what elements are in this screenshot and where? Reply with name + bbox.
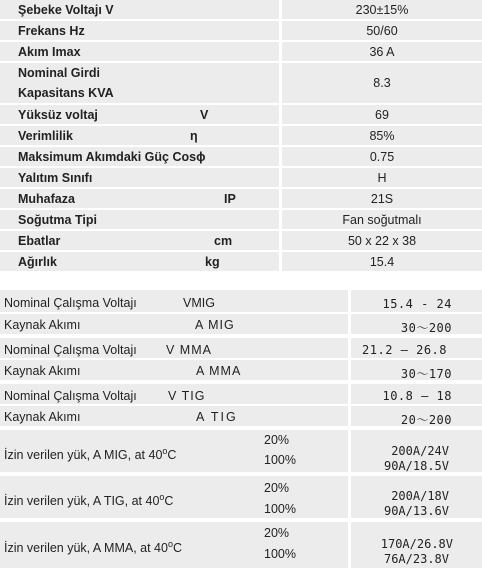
load-value-cell [348, 476, 482, 518]
spec-row [0, 168, 482, 189]
spec-label-text: Muhafaza [18, 191, 75, 206]
load-label-suffix: C [172, 541, 183, 556]
load-label-text: İzin verilen yük, A MMA, at 40 [4, 541, 168, 556]
spec-row [0, 126, 482, 147]
load-pct-20: 20% [264, 481, 290, 495]
spec-label-line1: Nominal Girdi [18, 66, 100, 80]
load-label [4, 492, 173, 508]
spec-value: Fan soğutmalı [282, 210, 482, 229]
weld-row [0, 314, 482, 338]
load-label [4, 446, 176, 462]
weld-value-cell [348, 360, 482, 380]
load-value-100: 76A/23.8V [383, 552, 449, 566]
spec-value: H [282, 168, 482, 187]
weld-value: 15.4 - 24 [382, 297, 452, 311]
spec-label-text: Ebatlar [18, 233, 61, 248]
load-value-100: 90A/13.6V [383, 504, 449, 518]
spec-value: 15.4 [282, 252, 482, 271]
weld-value: 30～170 [400, 367, 452, 381]
spec-label-text: Yüksüz voltaj [18, 107, 98, 122]
weld-value-cell [348, 314, 482, 334]
weld-unit: V MMA [166, 343, 212, 357]
spec-label: Yalıtım Sınıfı [0, 168, 282, 187]
degree-sup: o [167, 539, 173, 549]
load-label-suffix: C [164, 494, 174, 509]
load-value-cell [348, 430, 482, 472]
welding-table [0, 290, 482, 570]
weld-row [0, 338, 482, 360]
weld-row [0, 406, 482, 430]
spec-label [0, 189, 282, 208]
spec-value: 85% [282, 126, 482, 145]
spec-row [0, 42, 482, 63]
weld-value-cell [348, 406, 482, 426]
spec-value: 69 [282, 105, 482, 124]
spec-label [0, 63, 282, 103]
spec-unit: V [200, 108, 209, 122]
spec-unit: kg [205, 255, 220, 269]
spec-label [0, 252, 282, 271]
spec-row [0, 210, 482, 231]
weld-value: 21.2 – 26.8 [362, 343, 447, 357]
weld-unit: VMIG [183, 296, 215, 310]
spec-label-text: Ağırlık [18, 254, 57, 269]
spec-table [0, 0, 482, 273]
load-label-text: İzin verilen yük, A MIG, at 40 [4, 448, 163, 463]
spec-label: Akım Imax [0, 42, 282, 61]
spec-value: 50 x 22 x 38 [282, 231, 482, 250]
spec-row [0, 231, 482, 252]
weld-label: Kaynak Akımı [4, 318, 81, 332]
weld-row [0, 360, 482, 384]
spec-label-text: Verimlilik [18, 128, 73, 143]
load-value-cell [348, 522, 482, 568]
spec-row [0, 189, 482, 210]
weld-value: 30～200 [400, 321, 452, 335]
spec-unit: cm [214, 234, 233, 248]
load-pct-20: 20% [264, 526, 290, 540]
weld-label: Nominal Çalışma Voltajı [4, 343, 137, 357]
spec-label [0, 105, 282, 124]
weld-value: 10.8 – 18 [382, 389, 452, 403]
degree-sup: o [159, 492, 165, 502]
load-row [0, 476, 482, 522]
spec-label [0, 126, 282, 145]
spec-label: Maksimum Akımdaki Güç Cosϕ [0, 147, 282, 166]
weld-unit: V TIG [168, 389, 206, 403]
spec-row [0, 252, 482, 273]
spec-label: Şebeke Voltajı V [0, 0, 282, 19]
spec-value: 36 A [282, 42, 482, 61]
spec-value: 0.75 [282, 147, 482, 166]
weld-unit: A MIG [195, 318, 235, 332]
load-pct-100: 100% [264, 547, 296, 561]
spec-label: Soğutma Tipi [0, 210, 282, 229]
load-label [4, 539, 182, 555]
load-value-20: 200A/24V [391, 444, 449, 458]
weld-value: 20～200 [400, 413, 452, 427]
weld-unit: A MMA [196, 364, 242, 378]
load-value-20: 170A/26.8V [380, 537, 453, 551]
load-pct-100: 100% [264, 453, 296, 467]
load-row [0, 430, 482, 476]
load-label-text: İzin verilen yük, A TIG, at 40 [4, 494, 160, 509]
spec-value: 50/60 [282, 21, 482, 40]
spec-value: 230±15% [282, 0, 482, 19]
load-label-suffix: C [167, 448, 177, 463]
spec-label-line2: Kapasitans KVA [18, 86, 114, 100]
weld-unit: A TIG [196, 410, 238, 424]
spec-row [0, 63, 482, 105]
spec-value: 21S [282, 189, 482, 208]
spec-label: Frekans Hz [0, 21, 282, 40]
spec-label [0, 231, 282, 250]
load-pct-100: 100% [264, 502, 296, 516]
spec-row [0, 21, 482, 42]
load-value-100: 90A/18.5V [383, 459, 449, 473]
weld-label: Nominal Çalışma Voltajı [4, 389, 137, 403]
spec-row [0, 147, 482, 168]
weld-row [0, 384, 482, 406]
weld-label: Nominal Çalışma Voltajı [4, 296, 137, 310]
spec-unit: η [190, 129, 198, 143]
weld-value-cell [348, 290, 482, 312]
degree-sup: o [162, 446, 168, 456]
weld-value-cell [348, 338, 482, 358]
spec-value: 8.3 [282, 63, 482, 103]
load-pct-20: 20% [264, 433, 290, 447]
load-value-20: 200A/18V [391, 489, 449, 503]
weld-label: Kaynak Akımı [4, 410, 81, 424]
weld-row [0, 290, 482, 314]
weld-label: Kaynak Akımı [4, 364, 81, 378]
weld-value-cell [348, 384, 482, 404]
spec-row [0, 0, 482, 21]
load-row [0, 522, 482, 570]
spec-unit: IP [224, 192, 236, 206]
spec-row [0, 105, 482, 126]
